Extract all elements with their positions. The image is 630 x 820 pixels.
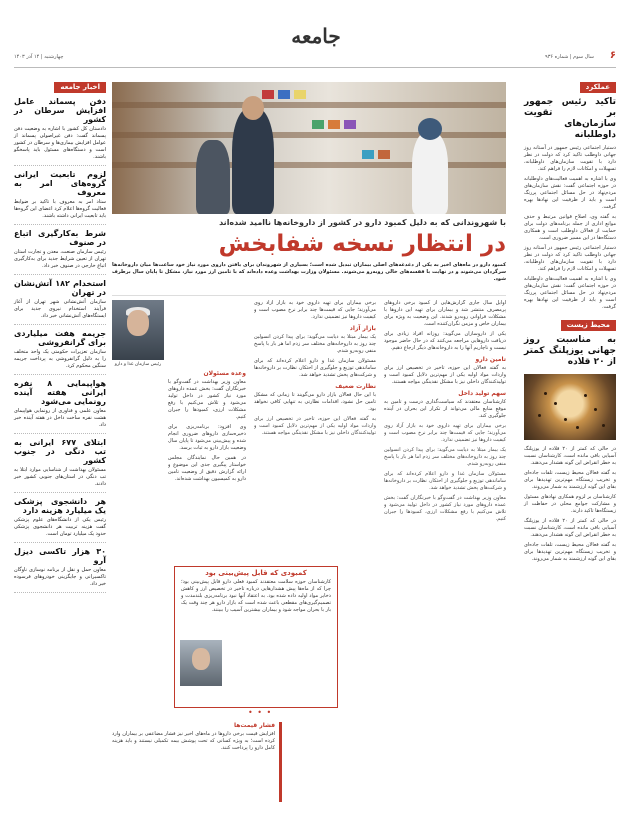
section-label-news: اخبار جامعه [54, 82, 106, 93]
story-paragraph: در همین حال نمایندگان مجلس خواستار پیگیری جدی این موضوع و ارائه گزارش دقیق از وضعیت تامین دارو به کمیسیون بهداشت شده‌اند. [168, 455, 246, 482]
section-label-environment: محیط زیست [561, 320, 616, 331]
story-paragraph: با این حال فعالان بازار دارو می‌گویند تا زمانی که مشکل تامین حل نشود، اقدامات نظارتی به تنهایی کافی نخواهد بود. [254, 392, 376, 412]
right-paragraph: در حالی که کمتر از ۲۰ قلاده از یوزپلنگ آسیایی باقی مانده است، کارشناسان نسبت به خطر انقراض این گونه هشدار می‌دهند. [524, 446, 617, 466]
right-paragraph: وی با اشاره به اهمیت فعالیت‌های داوطلبانه در حوزه اجتماعی گفت: نقش سازمان‌های مردم‌نهاد در حل مسائل اجتماعی پررنگ است و باید از ظرفیت این نهادها بهره گرفت. [524, 276, 616, 310]
sidebar-box-text: کارشناسان حوزه سلامت معتقدند کمبود فعلی دارو قابل پیش‌بینی بود؛ چرا که از ماه‌ها پیش هشدارهایی درباره تاخیر در تخصیص ارز و کاهش ذخایر مواد اولیه داده شده بود. به اعتقاد آنها نبود برنامه‌ریزی بلندمدت و تصمیم‌گیری‌های مقطعی باعث شده است که بازار دارو هر چند وقت یک بار با بحران مواجه شود و بیماران بیشترین آسیب را ببینند. [181, 579, 331, 613]
issue-date: چهارشنبه | ۱۴ آذر ۱۴۰۳ [14, 54, 64, 60]
news-item [14, 493, 106, 543]
news-item [14, 166, 106, 225]
note-text: افزایش قیمت برخی داروها در ماه‌های اخیر نیز فشار مضاعفی بر بیماران وارد کرده است؛ به ویژه کسانی که تحت پوشش بیمه تکمیلی نیستند و باید هزینه کامل دارو را پرداخت کنند. [112, 731, 275, 751]
news-item-text: معاون حمل و نقل از برنامه نوسازی ناوگان تاکسیرانی و جایگزینی خودروهای فرسوده خبر داد. [14, 567, 106, 587]
right-column [524, 82, 616, 802]
story-paragraph: اوایل سال جاری گزارش‌هایی از کمبود برخی داروهای پرمصرف منتشر شد و بیماران برای تهیه این داروها با مشکلات فراوانی روبه‌رو شدند. این وضعیت به ویژه برای بیماران خاص و مزمن نگران‌کننده است. [384, 300, 506, 327]
story-kicker: با شهروندانی که به دلیل کمبود دارو در کشور از داروخانه‌ها ناامید شده‌اند [219, 218, 506, 227]
news-item [14, 275, 106, 325]
page-header [14, 24, 616, 68]
news-item-text: مسئولان بهداشت از شناسایی موارد ابتلا به تب دنگی در استان‌های جنوبی کشور خبر دادند. [14, 467, 106, 487]
news-item-text: دادستان کل کشور با اشاره به وضعیت دفن پسماند گفت: دفن غیراصولی پسماند از عوامل افزایش بیماری‌ها و سرطان در کشور است و دستگاه‌های مسئول باید پاسخگو باشند. [14, 126, 106, 160]
right-headline-2: به مناسبت روز جهانی یوزپلنگ کمتر از ۲۰ قلاده [524, 335, 616, 367]
masthead-logo: جامعه [291, 24, 341, 48]
news-item [14, 434, 106, 493]
page-number: ۶ [609, 50, 616, 61]
news-item-title: استخدام ۱۸۲ آتش‌نشان در تهران [14, 279, 106, 297]
story-title: در انتظار نسخه شفابخش [218, 231, 506, 257]
story-paragraph: معاون وزیر بهداشت در گفت‌وگو با خبرنگاران گفت: بخش عمده داروهای مورد نیاز کشور در داخل تولید می‌شود و تلاش می‌کنیم با رفع مشکلات ارزی، کمبودها را جبران کنیم. [384, 495, 506, 522]
news-item [14, 225, 106, 275]
story-paragraph: یک بیمار مبتلا به دیابت می‌گوید: برای پیدا کردن انسولین چند روز به داروخانه‌های مختلف سر زدم اما هر بار با پاسخ منفی روبه‌رو شدم. [384, 447, 506, 467]
news-item [14, 93, 106, 166]
pharmacy-photo [112, 82, 506, 214]
news-item-title: جریمه هفت میلیاردی برای گرانفروشی [14, 329, 106, 347]
story-paragraph: یک بیمار مبتلا به دیابت می‌گوید: برای پیدا کردن انسولین چند روز به داروخانه‌های مختلف سر زدم اما هر بار با پاسخ منفی روبه‌رو شدم. [254, 334, 376, 354]
right-paragraph: به گفته وی، اصلاح قوانین مرتبط و حذف موانع اداری از جمله برنامه‌های دولت برای حمایت از فعالان داوطلب است و همکاری دستگاه‌ها در این مسیر ضروری است. [524, 214, 616, 241]
sidebar-box [174, 566, 338, 708]
story-paragraph: کارشناسان معتقدند که سیاست‌گذاری درست و تامین به موقع منابع مالی می‌تواند از تکرار این بحران در آینده جلوگیری کند. [384, 399, 506, 419]
official-portrait [112, 300, 164, 360]
news-item [14, 543, 106, 593]
news-item-text: ستاد امر به معروف با تاکید بر ضوابط فعالیت گروه‌ها اعلام کرد اعضای این گروه‌ها باید تابعیت ایرانی داشته باشند. [14, 199, 106, 219]
masthead [264, 24, 368, 60]
story-lead: کمبود دارو در ماه‌های اخیر به یکی از دغدغه‌های اصلی بیماران تبدیل شده است؛ بسیاری از شهروندان برای یافتن داروی مورد نیاز خود ساعت‌ها میان داروخانه‌ها سرگردان می‌شوند و در نهایت با قفسه‌های خالی روبه‌رو می‌شوند. مسئولان وزارت بهداشت وعده داده‌اند که با تامین ارز مورد نیاز، مشکل تا پایان سال برطرف شود. [112, 262, 506, 296]
news-item-title: لزوم تابعیت ایرانی گروه‌های امر به معروف [14, 170, 106, 197]
cheetah-photo [524, 374, 616, 440]
end-dots: • • • [248, 708, 273, 717]
right-paragraph: دستیار اجتماعی رئیس جمهور در آستانه روز جهانی داوطلب تاکید کرد که دولت در نظر دارد با تقویت سازمان‌های داوطلبانه، تسهیلات و امکانات لازم را فراهم کند. [524, 245, 616, 272]
story-paragraph: برخی بیماران برای تهیه داروی خود به بازار آزاد روی می‌آورند؛ جایی که قیمت‌ها چند برابر نرخ مصوب است و کیفیت داروها نیز تضمینی ندارد. [384, 423, 506, 443]
story-subhead: وعده مسئولان [203, 370, 246, 377]
story-column [254, 300, 376, 558]
sidebar-box-title: کمبودی که قابل پیش‌بینی بود [201, 569, 311, 577]
left-column [14, 82, 106, 802]
right-paragraph: وی با اشاره به اهمیت فعالیت‌های داوطلبانه در حوزه اجتماعی گفت: نقش سازمان‌های مردم‌نهاد در حل مسائل اجتماعی پررنگ است و باید از ظرفیت این نهادها بهره گرفت. [524, 176, 616, 210]
story-paragraph: مسئولان سازمان غذا و دارو اعلام کرده‌اند که برای ساماندهی توزیع و جلوگیری از احتکار، نظارت بر داروخانه‌ها و شرکت‌های پخش تشدید خواهد شد. [254, 358, 376, 378]
story-paragraph: معاون وزیر بهداشت در گفت‌وگو با خبرنگاران گفت: بخش عمده داروهای مورد نیاز کشور در داخل تولید می‌شود و تلاش می‌کنیم با رفع مشکلات ارزی، کمبودها را جبران کنیم. [168, 379, 246, 420]
news-item-text: سازمان تعزیرات حکومتی یک واحد متخلف را به دلیل گرانفروشی به پرداخت جریمه سنگین محکوم کرد. [14, 349, 106, 369]
right-headline: تاکید رئیس جمهور بر تقویت سازمان‌های داوطلبانه [524, 97, 616, 140]
story-column [384, 300, 506, 800]
story-paragraph: به گفته فعالان این حوزه، تاخیر در تخصیص ارز برای واردات مواد اولیه یکی از مهم‌ترین دلایل کمبود است و تولیدکنندگان داخلی نیز با مشکل نقدینگی مواجه هستند. [254, 416, 376, 436]
note-box [112, 722, 282, 802]
news-item-title: ۳۰ هزار تاکسی دیزل آرو [14, 547, 106, 565]
news-item-title: ابتلای ۶۷۷ ایرانی به تب دنگی در جنوب کشور [14, 438, 106, 465]
story-subhead: بازار آزاد [349, 325, 376, 332]
story-paragraph: وی افزود: برنامه‌ریزی برای ذخیره‌سازی داروهای ضروری انجام شده و پیش‌بینی می‌شود تا پایان سال وضعیت بازار دارو به ثبات برسد. [168, 424, 246, 451]
news-item [14, 375, 106, 434]
right-paragraph: به گفته فعالان محیط زیست، تلفات جاده‌ای و تخریب زیستگاه مهم‌ترین تهدیدها برای بقای این گونه ارزشمند به شمار می‌روند. [524, 470, 616, 490]
right-paragraph: در حالی که کمتر از ۲۰ قلاده از یوزپلنگ آسیایی باقی مانده است، کارشناسان نسبت به خطر انقراض این گونه هشدار می‌دهند. [524, 518, 617, 538]
story-paragraph: به گفته فعالان این حوزه، تاخیر در تخصیص ارز برای واردات مواد اولیه یکی از مهم‌ترین دلایل کمبود است و تولیدکنندگان داخلی نیز با مشکل نقدینگی مواجه هستند. [384, 365, 506, 385]
portrait-caption: رئیس سازمان غذا و دارو [114, 362, 162, 367]
news-item-title: هواپیمایی ۸ نفره ایرانی هفته آینده رونمایی می‌شود [14, 379, 106, 406]
story-subhead: نظارت ضعیف [335, 383, 376, 390]
news-item-title: هر دانشجوی پزشکی یک میلیارد هزینه دارد [14, 497, 106, 515]
news-item-text: سازمان آتش‌نشانی شهر تهران از آغاز فرآیند استخدام نیروی جدید برای ایستگاه‌های آتش‌نشانی خبر داد. [14, 299, 106, 319]
news-item-text: رئیس یکی از دانشگاه‌های علوم پزشکی گفت هزینه تربیت هر دانشجوی پزشکی حدود یک میلیارد تومان است. [14, 517, 106, 537]
right-paragraph: به گفته فعالان محیط زیست، تلفات جاده‌ای و تخریب زیستگاه مهم‌ترین تهدیدها برای بقای این گونه ارزشمند به شمار می‌روند. [524, 542, 616, 562]
sidebar-portrait [180, 640, 222, 686]
issue-info: سال سوم | شماره ۹۳۶ [545, 54, 594, 60]
news-item [14, 325, 106, 375]
news-item-title: دفن پسماند عامل افزایش سرطان در کشور [14, 97, 106, 124]
story-paragraph: برخی بیماران برای تهیه داروی خود به بازار آزاد روی می‌آورند؛ جایی که قیمت‌ها چند برابر نرخ مصوب است و کیفیت داروها نیز تضمینی ندارد. [254, 300, 376, 320]
story-paragraph: مسئولان سازمان غذا و دارو اعلام کرده‌اند که برای ساماندهی توزیع و جلوگیری از احتکار، نظارت بر داروخانه‌ها و شرکت‌های پخش تشدید خواهد شد. [384, 471, 506, 491]
story-paragraph: یکی از داروسازان می‌گوید: روزانه افراد زیادی برای دریافت داروهایی مراجعه می‌کنند که در حال حاضر موجود نیست و ناچاریم آنها را به داروخانه‌های دیگر ارجاع دهیم. [384, 331, 506, 351]
sidebar-box-title-wrap [174, 560, 338, 579]
story-subhead: سهم تولید داخل [458, 390, 506, 397]
story-subhead: تامین دارو [475, 356, 506, 363]
note-title: فشار قیمت‌ها [234, 722, 275, 729]
right-paragraph: کارشناسان بر لزوم همکاری نهادهای مسئول و مشارکت جوامع محلی در حفاظت از زیستگاه‌ها تاکید دارند. [524, 494, 616, 514]
news-item-title: شرط به‌کارگیری اتباع در صنوف [14, 229, 106, 247]
right-paragraph: دستیار اجتماعی رئیس جمهور در آستانه روز جهانی داوطلب تاکید کرد که دولت در نظر دارد با تقویت سازمان‌های داوطلبانه، تسهیلات و امکانات لازم را فراهم کند. [524, 145, 616, 172]
news-item-text: رئیس سازمان صنعت، معدن و تجارت استان تهران از تعیین شرایط جدید برای به‌کارگیری اتباع خارجی در صنوف خبر داد. [14, 249, 106, 269]
section-label: عملکرد [580, 82, 616, 93]
news-item-text: معاون علمی و فناوری از رونمایی هواپیمای هشت نفره ساخت داخل در هفته آینده خبر داد. [14, 408, 106, 428]
